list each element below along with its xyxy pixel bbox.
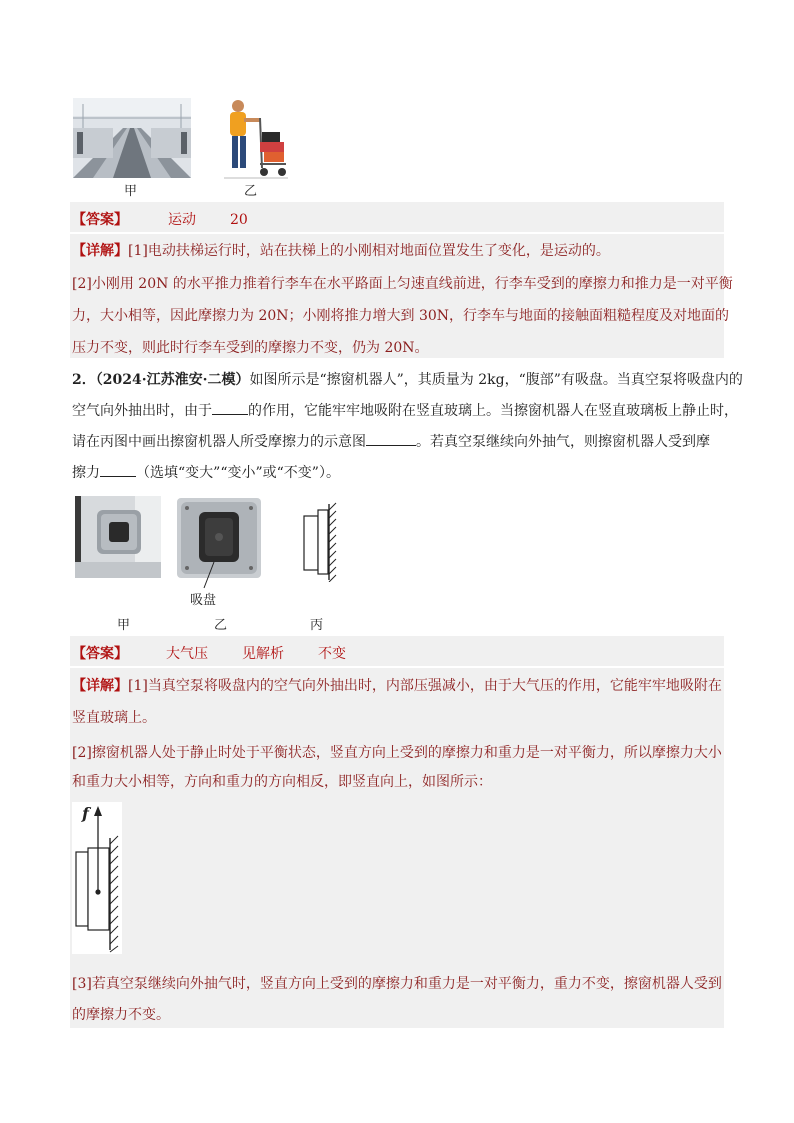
q2-detail-line-6: 的摩擦力不变。 — [72, 1007, 170, 1023]
detail-tag: 【详解】 — [72, 243, 128, 259]
q2-blank-1[interactable] — [212, 400, 248, 415]
q2-stem-text-4a: 擦力 — [72, 465, 100, 481]
q2-stem-text-1: 如图所示是“擦窗机器人”，其质量为 2kg，“腹部”有吸盘。当真空泵将吸盘内的 — [249, 372, 743, 388]
q2-answer-3: 不变 — [318, 646, 346, 662]
escalator-photo — [73, 98, 191, 178]
friction-force-diagram — [72, 802, 122, 954]
q1-figure-label-yi: 乙 — [244, 184, 258, 199]
q1-detail-line-2: [2]小刚用 20N 的水平推力推着行李车在水平路面上匀速直线前进，行李车受到的摩擦力和推力是一对平衡 — [72, 276, 733, 292]
figure-bing-diagram — [298, 500, 338, 582]
q2-stem-text-3b: 。若真空泵继续向外抽气，则擦窗机器人受到摩 — [416, 434, 710, 450]
q2-blank-3[interactable] — [100, 462, 136, 477]
q2-number: 2． — [72, 372, 96, 388]
q1-detail-line-1 — [72, 240, 610, 260]
luggage-cart-illustration — [220, 98, 290, 182]
q2-detail-line-2: 竖直玻璃上。 — [72, 710, 156, 726]
q2-figure-label-yi: 乙 — [214, 618, 228, 633]
q2-figure-label-bing: 丙 — [310, 618, 324, 633]
q2-blank-2[interactable] — [366, 431, 416, 446]
q2-source: （2024·江苏淮安·二模） — [95, 372, 250, 388]
q1-detail-line-3: 力，大小相等，因此摩擦力为 20N；小刚将推力增大到 30N，行李车与地面的接触面粗糙程度及对地面的 — [72, 308, 730, 324]
detail-tag: 【详解】 — [72, 678, 128, 694]
q2-answer-1: 大气压 — [166, 646, 208, 662]
q1-detail-line-4: 压力不变，则此时行李车受到的摩擦力不变，仍为 20N。 — [72, 340, 429, 356]
q2-stem-text-3a: 请在丙图中画出擦窗机器人所受摩擦力的示意图 — [72, 434, 366, 450]
q2-stem-text-2b: 的作用，它能牢牢地吸附在竖直玻璃上。当擦窗机器人在竖直玻璃板上静止时， — [248, 403, 738, 419]
window-robot-photo-jia — [75, 496, 161, 578]
q2-stem-text-2a: 空气向外抽出时，由于 — [72, 403, 212, 419]
suction-cup-label: 吸盘 — [190, 593, 217, 608]
q2-figure-label-jia: 甲 — [117, 618, 131, 633]
q1-figure-label-jia: 甲 — [124, 184, 138, 199]
q2-detail-line-3: [2]擦窗机器人处于静止时处于平衡状态，竖直方向上受到的摩擦力和重力是一对平衡力，所以摩擦力大小 — [72, 745, 722, 761]
q2-stem-line-4 — [72, 462, 340, 482]
q1-detail-text-1: [1]电动扶梯运行时，站在扶梯上的小刚相对地面位置发生了变化，是运动的。 — [128, 243, 610, 259]
answer-tag: 【答案】 — [72, 646, 128, 662]
force-symbol-f: f — [82, 804, 89, 823]
q2-stem-line-2 — [72, 400, 738, 420]
answer-tag: 【答案】 — [72, 212, 128, 228]
q2-stem-text-4b: （选填“变大”“变小”或“不变”）。 — [136, 465, 340, 481]
q2-detail-line-5: [3]若真空泵继续向外抽气时，竖直方向上受到的摩擦力和重力是一对平衡力，重力不变，擦窗机器人受到 — [72, 976, 722, 992]
q1-answer-1: 运动 — [168, 212, 196, 228]
q2-answer-row — [72, 643, 346, 663]
suction-cup-pointer — [196, 560, 226, 590]
q2-stem-line-1 — [72, 369, 743, 389]
q2-answer-2: 见解析 — [242, 646, 284, 662]
q2-stem-line-3 — [72, 431, 710, 451]
q1-answer-2: 20 — [230, 212, 248, 228]
q2-detail-line-4: 和重力大小相等，方向和重力的方向相反，即竖直向上，如图所示： — [72, 774, 492, 790]
q2-detail-text-1: [1]当真空泵将吸盘内的空气向外抽出时，内部压强减小，由于大气压的作用，它能牢牢地吸附在 — [128, 678, 722, 694]
q2-detail-line-1 — [72, 675, 722, 695]
q1-answer-row — [72, 209, 248, 229]
